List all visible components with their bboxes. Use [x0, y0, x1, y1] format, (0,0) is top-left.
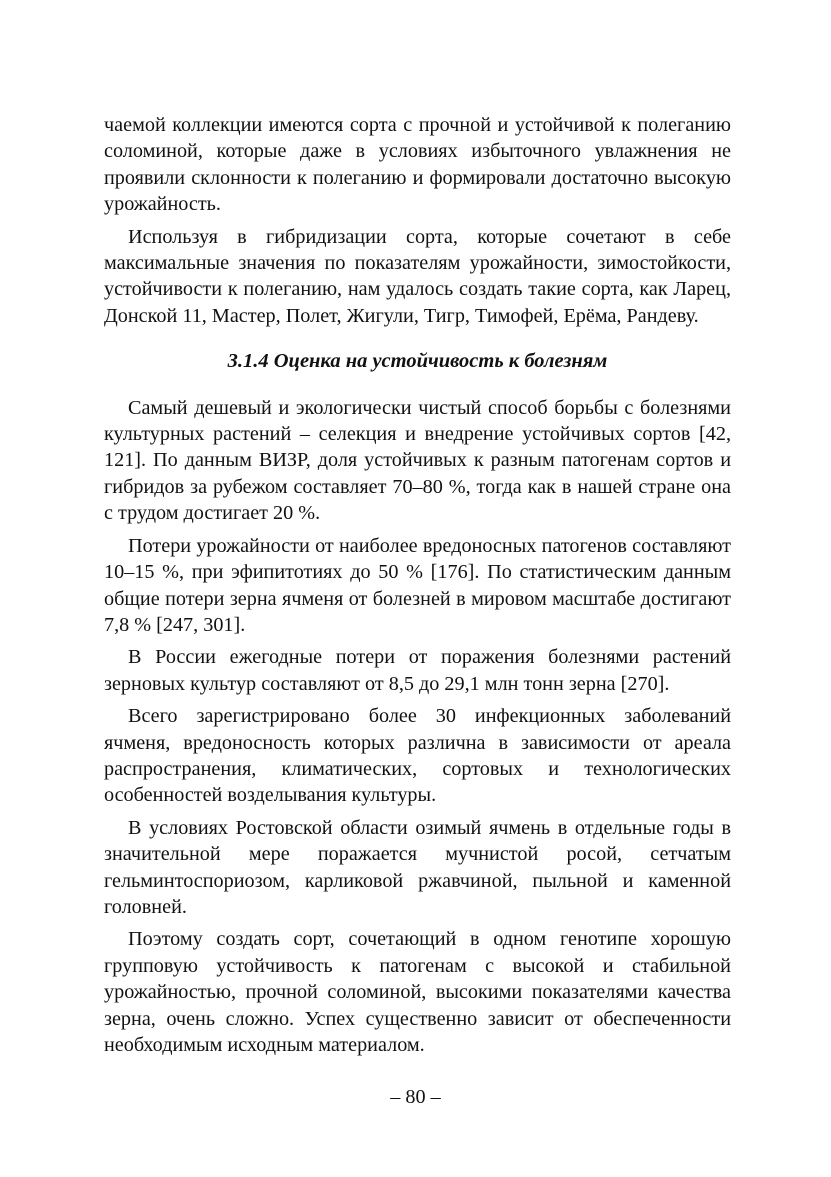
- paragraph-continuation: чаемой коллекции имеются сорта с прочной и устойчивой к полеганию соломиной, которые даже в условиях избыточного увлажнения не проявили склонности к полеганию и формировали достаточно высокую урожайность.: [104, 114, 731, 216]
- paragraph-rostov-region: В условиях Ростовской области озимый ячмень в отдельные годы в значительной мере поражается мучнистой росой, сетчатым гельминтоспориозом, карликовой ржавчиной, пыльной и каменной головней.: [104, 816, 731, 918]
- page-body: [104, 112, 731, 1064]
- paragraph-cheapest-method: Самый дешевый и экологически чистый способ борьбы с болезнями культурных растений – селекция и внедрение устойчивых сортов [42, 121]. По данным ВИЗР, доля устойчивых к разным патогенам сортов и гибридов за рубежом составляет 70–80 %, тогда как в нашей стране она с трудом достигает 20 %.: [104, 396, 731, 525]
- paragraph-conclusion: Поэтому создать сорт, сочетающий в одном генотипе хорошую групповую устойчивость к патогенам с высокой и стабильной урожайностью, прочной соломиной, высокими показателями качества зерна, очень сложно. Успех существенно зависит от обеспеченности необходимым исходным материалом.: [104, 928, 731, 1056]
- paragraph-registered-diseases: Всего зарегистрировано более 30 инфекционных заболеваний ячменя, вредоносность которых различна в зависимости от ареала распространения, климатических, сортовых и технологических особенностей возделывания культуры.: [104, 705, 731, 807]
- paragraph-russia-losses: В России ежегодные потери от поражения болезнями растений зерновых культур составляют от 8,5 до 29,1 млн тонн зерна [270].: [104, 646, 731, 695]
- paragraph-yield-losses: Потери урожайности от наиболее вредоносных патогенов составляют 10–15 %, при эфипитотиях до 50 % [176]. По статистическим данным общие потери зерна ячменя от болезней в мировом масштабе достигают 7,8 % [247, 301].: [104, 534, 731, 636]
- paragraph-hybridization: Используя в гибридизации сорта, которые сочетают в себе максимальные значения по показателям урожайности, зимостойкости, устойчивости к полеганию, нам удалось создать такие сорта, как Ларец, Донской 11, Мастер, Полет, Жигули, Тигр, Тимофей, Ерёма, Рандеву.: [104, 225, 731, 327]
- section-heading: 3.1.4 Оценка на устойчивость к болезням: [227, 350, 608, 373]
- page-number: – 80 –: [390, 1086, 441, 1108]
